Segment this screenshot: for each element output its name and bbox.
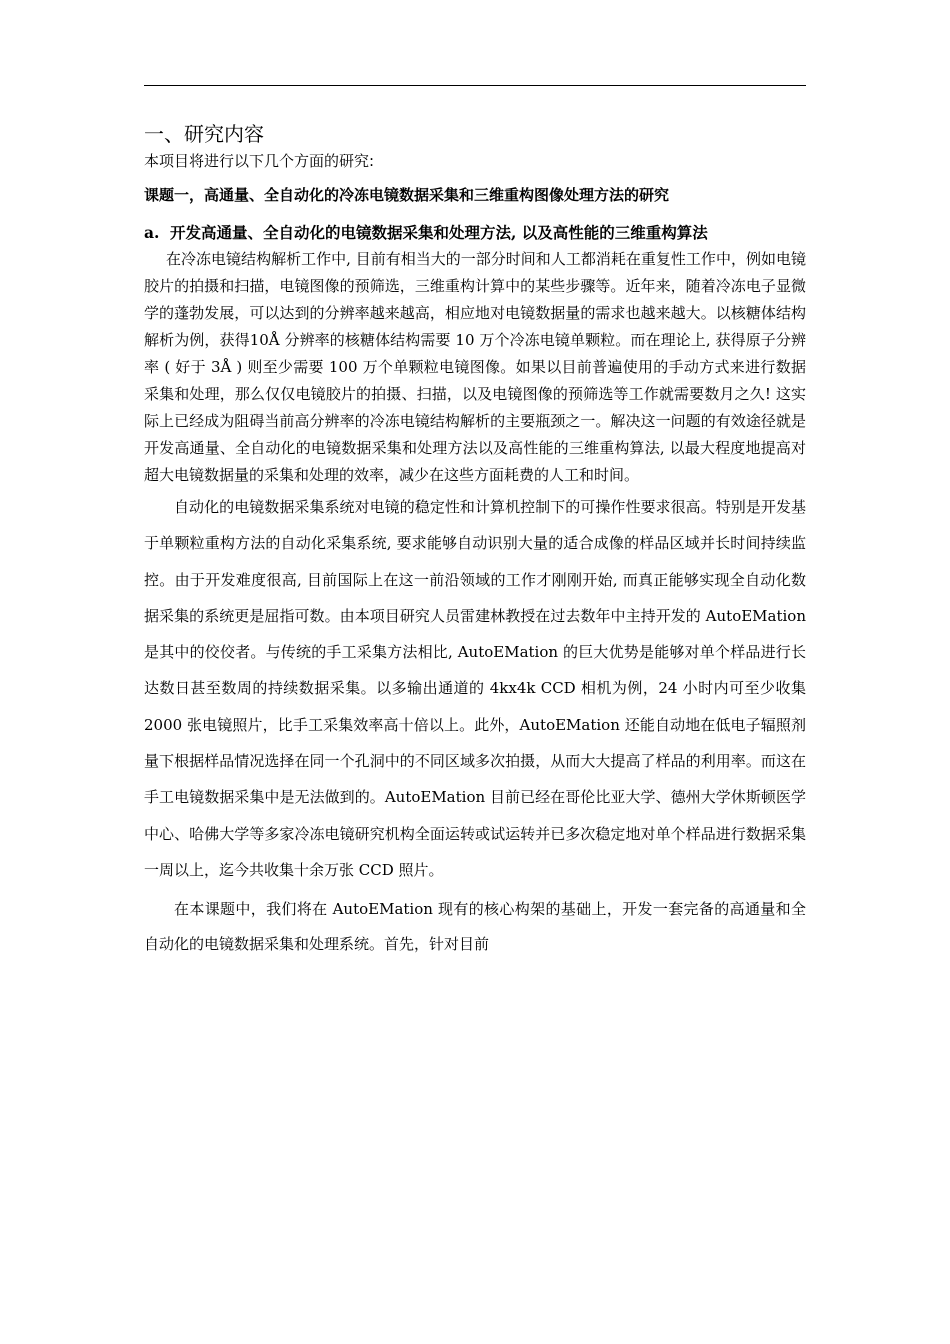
header-rule bbox=[144, 85, 806, 86]
paragraph: 在本课题中，我们将在 AutoEMation 现有的核心构架的基础上，开发一套完备的高通量和全自动化的电镜数据采集和处理系统。首先，针对目前 bbox=[144, 900, 806, 954]
section-heading: 一、研究内容 bbox=[144, 122, 264, 146]
section-intro: 本项目将进行以下几个方面的研究: bbox=[144, 152, 375, 170]
subsection-label: a. bbox=[144, 223, 160, 242]
topic-title: 课题一，高通量、全自动化的冷冻电镜数据采集和三维重构图像处理方法的研究 bbox=[144, 186, 670, 204]
document-body bbox=[144, 118, 806, 962]
subsection-heading bbox=[144, 220, 806, 246]
subsection-title: 开发高通量、全自动化的电镜数据采集和处理方法, 以及高性能的三维重构算法 bbox=[170, 223, 708, 242]
paragraph: 自动化的电镜数据采集系统对电镜的稳定性和计算机控制下的可操作性要求很高。特别是开发基于单颗粒重构方法的自动化采集系统, 要求能够自动识别大量的适合成像的样品区域并长时间持续监控。由于开发难度很高, 目前国际上在这一前沿领域的工作才刚刚开始, 而真正能够实现全自动化数据采集的系统更是屈指可数。由本项目研究人员雷建林教授在过去数年中主持开发的 AutoEMation 是其中的佼佼者。与传统的手工采集方法相比, AutoEMation 的巨大优势是能够对单个样品进行长达数日甚至数周的持续数据采集。以多输出通道的 4kx4k CCD 相机为例，24 小时内可至少收集 2000 张电镜照片，比手工采集效率高十倍以上。此外，AutoEMation 还能自动地在低电子辐照剂量下根据样品情况选择在同一个孔洞中的不同区域多次拍摄，从而大大提高了样品的利用率。而这在手工电镜数据采集中是无法做到的。AutoEMation 目前已经在哥伦比亚大学、德州大学休斯顿医学中心、哈佛大学等多家冷冻电镜研究机构全面运转或试运转并已多次稳定地对单个样品进行数据采集一周以上，迄今共收集十余万张 CCD 照片。 bbox=[144, 498, 806, 879]
paragraph: 在冷冻电镜结构解析工作中, 目前有相当大的一部分时间和人工都消耗在重复性工作中，例如电镜胶片的拍摄和扫描，电镜图像的预筛选，三维重构计算中的某些步骤等。近年来，随着冷冻电子显微学的蓬勃发展，可以达到的分辨率越来越高，相应地对电镜数据量的需求也越来越大。以核糖体结构解析为例，获得10Å 分辨率的核糖体结构需要 10 万个冷冻电镜单颗粒。而在理论上, 获得原子分辨率 ( 好于 3Å ) 则至少需要 100 万个单颗粒电镜图像。如果以目前普遍使用的手动方式来进行数据采集和处理，那么仅仅电镜胶片的拍摄、扫描，以及电镜图像的预筛选等工作就需要数月之久! 这实际上已经成为阻碍当前高分辨率的冷冻电镜结构解析的主要瓶颈之一。解决这一问题的有效途径就是开发高通量、全自动化的电镜数据采集和处理方法以及高性能的三维重构算法, 以最大程度地提高对超大电镜数据量的采集和处理的效率，减少在这些方面耗费的人工和时间。 bbox=[144, 250, 806, 484]
